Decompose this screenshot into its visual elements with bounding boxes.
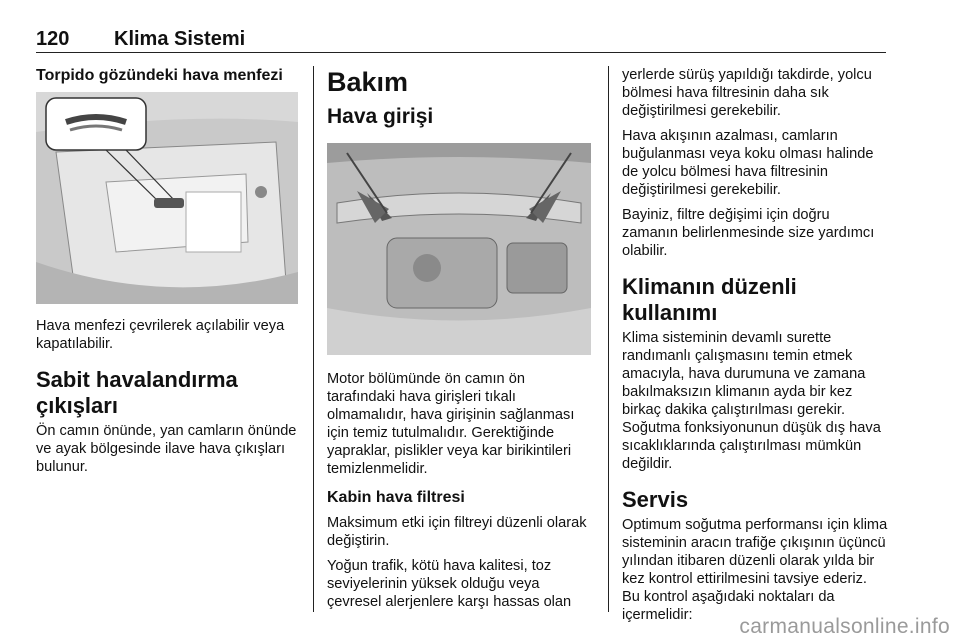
regular-ac-heading: Klimanın düzenli kullanımı — [622, 274, 797, 325]
column-divider-1 — [313, 66, 314, 612]
glovebox-vent-caption: Hava menfezi çevrilerek açılabilir veya kapatılabilir. — [36, 318, 285, 352]
air-intake-heading: Hava girişi — [327, 105, 434, 128]
chapter-title: Klima Sistemi — [114, 28, 246, 50]
glovebox-vent-illustration — [36, 92, 298, 304]
maintenance-title: Bakım — [327, 67, 409, 97]
dealer-text: Bayiniz, filtre değişimi için doğru zamanın belirlenmesinde size yardımcı olabilir. — [622, 207, 875, 259]
column-3 — [622, 66, 888, 631]
filter-continued-text: yerlerde sürüş yapıldığı takdirde, yolcu bölmesi hava filtresinin daha sık değiştirilmesi gerekebilir. — [622, 67, 872, 119]
service-heading: Servis — [622, 487, 689, 512]
fixed-vents-heading: Sabit havalandırma çıkışları — [36, 367, 238, 418]
regular-ac-text: Klima sisteminin devamlı surette randımanlı çalışmasını temin etmek amacıyla, hava durumuna ve zamana bakılmaksızın klimanın ayda bir kez birkaç dakika çalıştırılması gerekir. Soğutma fonksiyonunun düşük dış hava sıcaklıklarında çalıştırılması mümkün değildir. — [622, 330, 881, 472]
air-intake-text: Motor bölümünde ön camın ön tarafındaki hava girişleri tıkalı olmamalıdır, hava girişinin sağlanması için temiz tutulmalıdır. Gerektiğinde yapraklar, pislikler veya kar birikintileri temizlenmelidir. — [327, 371, 575, 477]
fixed-vents-text: Ön camın önünde, yan camların önünde ve ayak bölgesinde ilave hava çıkışları bulunur. — [36, 423, 297, 475]
column-1 — [36, 66, 300, 483]
cabin-filter-text-1: Maksimum etki için filtreyi düzenli olarak değiştirin. — [327, 515, 587, 549]
header-rule — [36, 52, 886, 53]
airflow-text: Hava akışının azalması, camların buğulanması veya koku olması halinde de yolcu bölmesi hava filtresinin değiştirilmesi gerekebilir. — [622, 128, 874, 198]
cabin-filter-heading: Kabin hava filtresi — [327, 489, 465, 506]
watermark: carmanualsonline.info — [739, 615, 950, 638]
page-header — [36, 28, 245, 51]
service-text: Optimum soğutma performansı için klima sisteminin aracın trafiğe çıkışının üçüncü yılından itibaren düzenli olarak yılda bir kez kontrol ettirilmesini tavsiye ederiz. Bu kontrol aşağıdaki noktaları da içermelidir: — [622, 517, 888, 623]
page-number: 120 — [36, 28, 70, 50]
cabin-filter-text-2: Yoğun trafik, kötü hava kalitesi, toz seviyelerinin yüksek olduğu veya çevresel alerjenlere karşı hassas olan — [327, 558, 572, 610]
column-divider-2 — [608, 66, 609, 612]
engine-bay-illustration — [327, 143, 591, 355]
column-2 — [327, 66, 593, 618]
glovebox-vent-heading: Torpido gözündeki hava menfezi — [36, 67, 283, 84]
